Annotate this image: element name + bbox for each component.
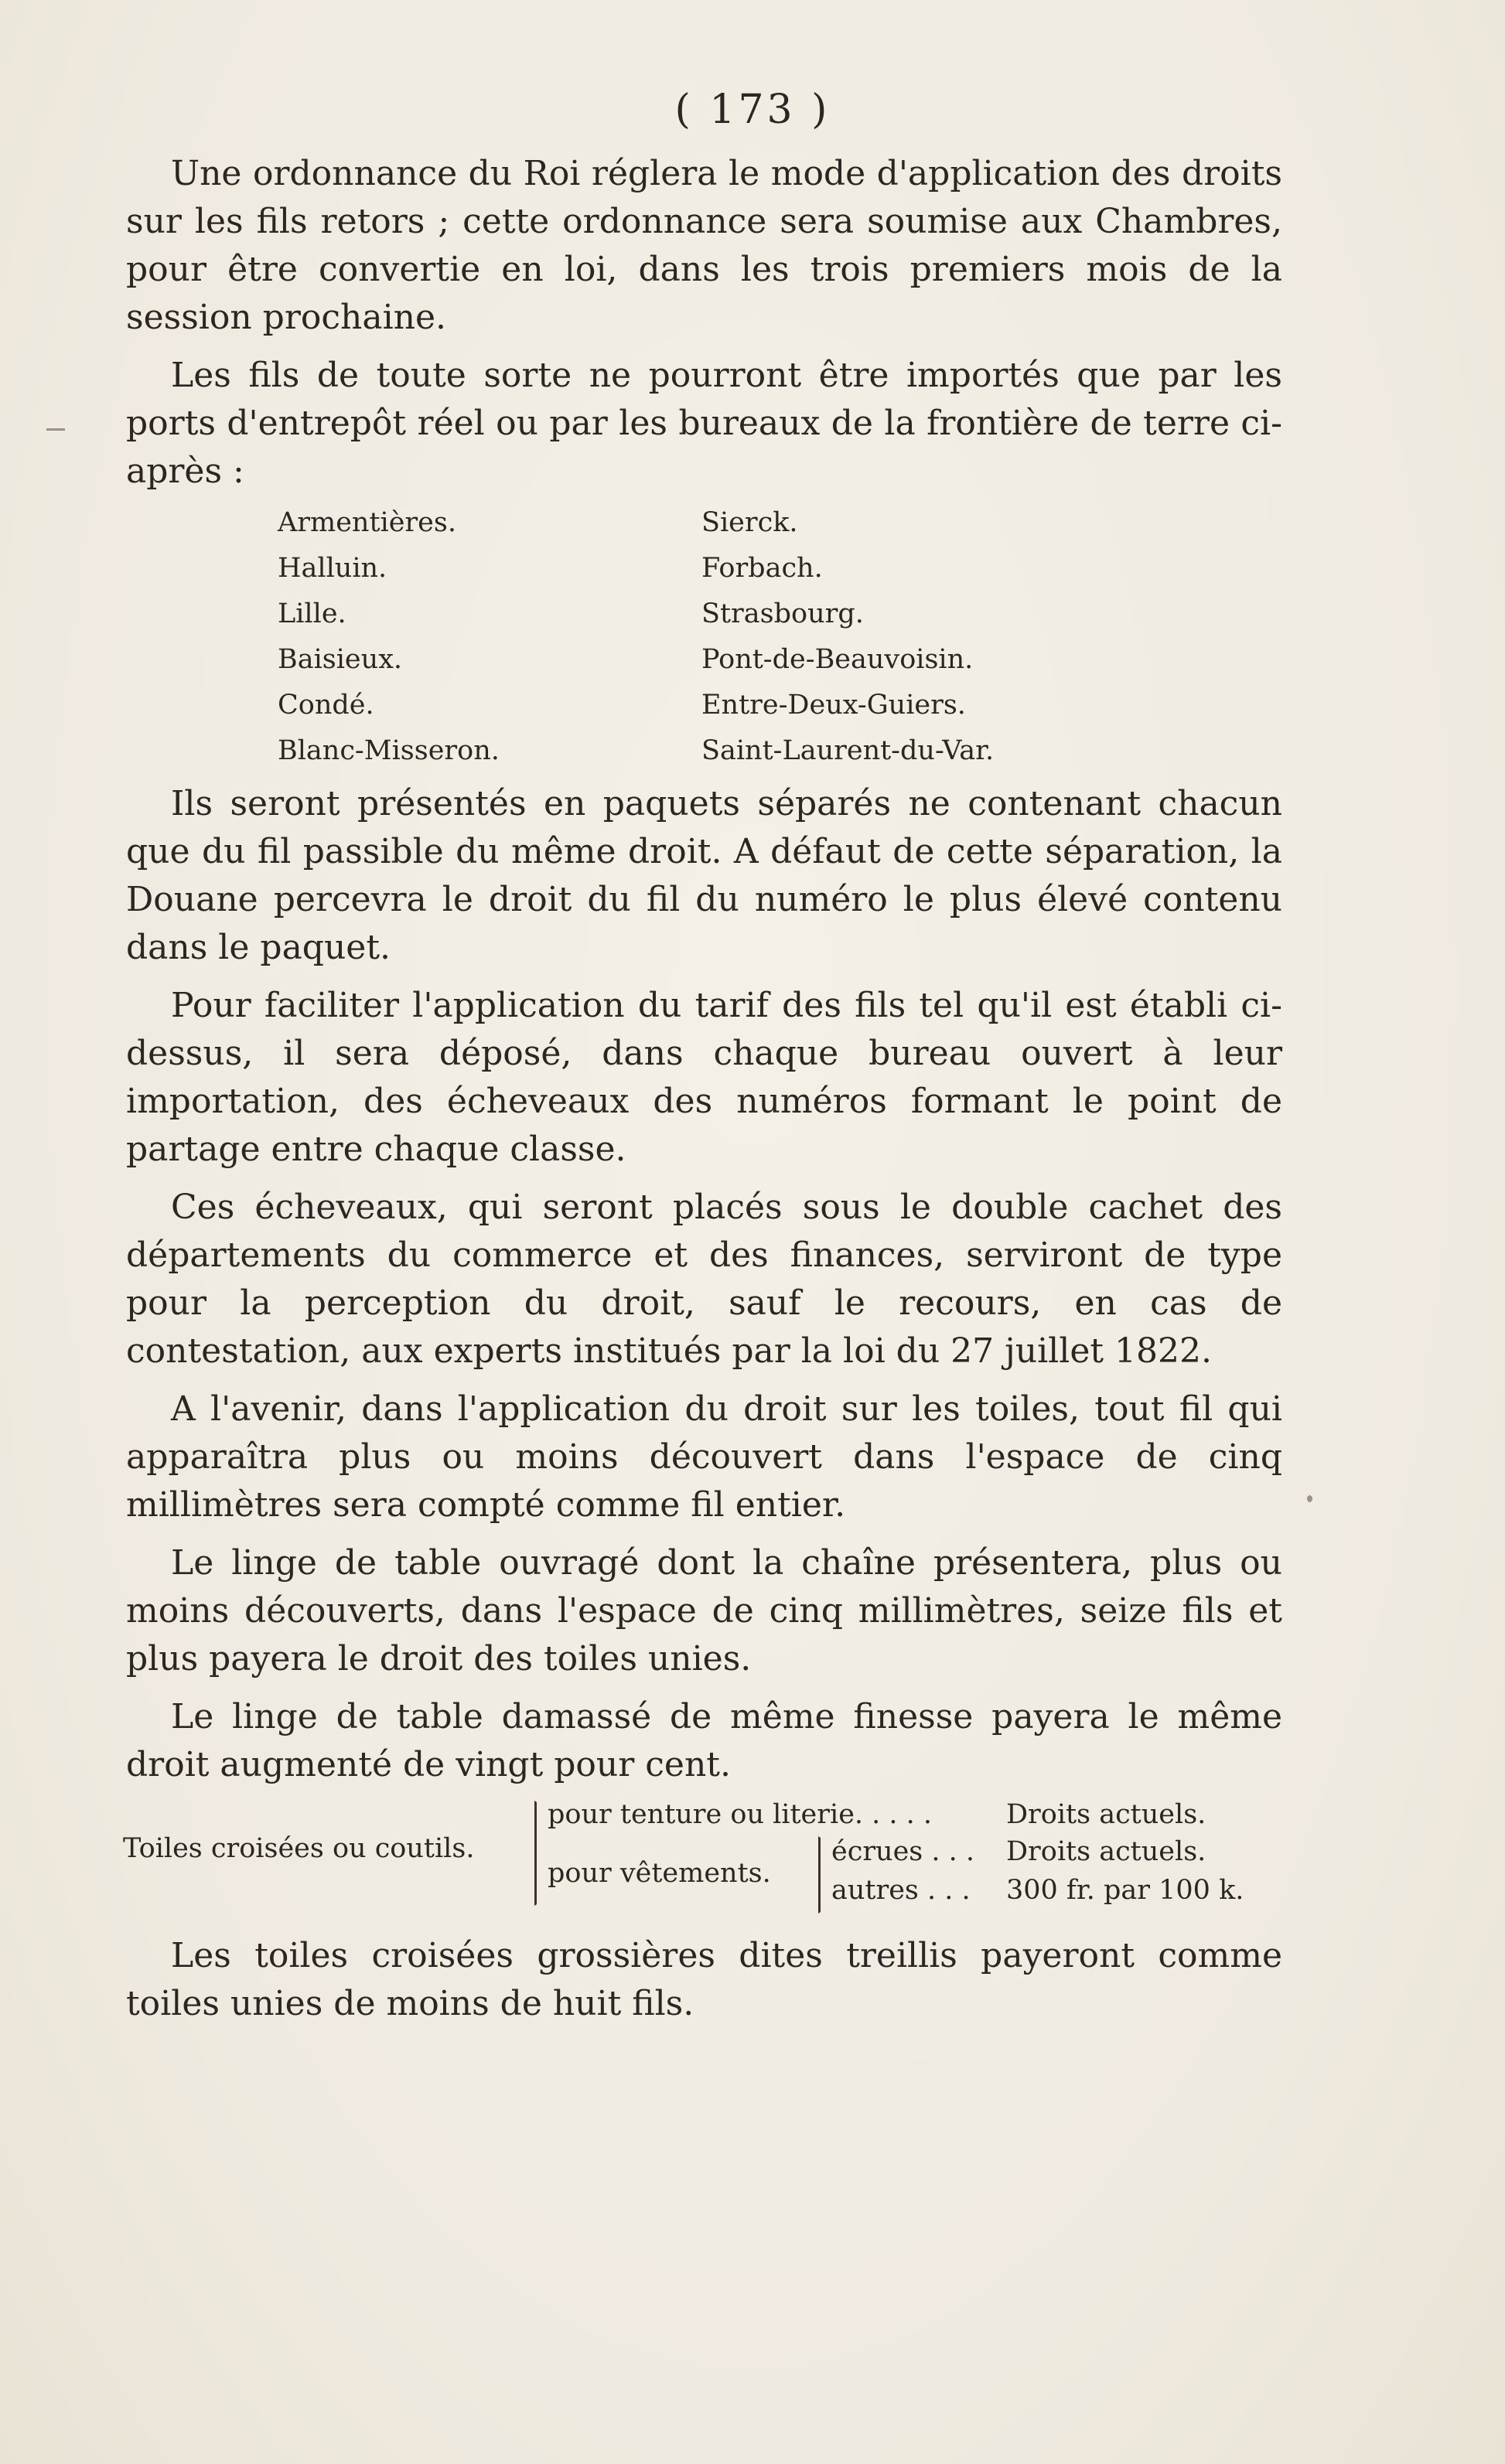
table-row-label: pour vêtements. xyxy=(548,1858,771,1889)
table-row-value: Droits actuels. xyxy=(1006,1836,1206,1867)
paragraph: A l'avenir, dans l'application du droit sur les toiles, tout fil qui apparaîtra plus ou moins découvert dans l'espace de cinq millimètres sera compté comme fil entier. xyxy=(126,1389,1282,1525)
city-item: Baisieux. xyxy=(278,644,403,675)
city-item: Sierck. xyxy=(701,507,798,538)
paragraph: Les toiles croisées grossières dites treillis payeront comme toiles unies de moins de huit fils. xyxy=(126,1936,1282,2023)
paragraph: Les fils de toute sorte ne pourront être importés que par les ports d'entrepôt réel ou par les bureaux de la frontière de terre ci-après : xyxy=(126,356,1282,491)
paragraph: Une ordonnance du Roi réglera le mode d'application des droits sur les fils retors ; cette ordonnance sera soumise aux Chambres, pour être convertie en loi, dans les trois premiers mois de la session prochaine. xyxy=(126,154,1282,337)
margin-mark xyxy=(46,428,65,431)
city-item: Armentières. xyxy=(278,507,456,538)
paragraph: Le linge de table damassé de même finesse payera le même droit augmenté de vingt pour cent. xyxy=(126,1697,1282,1784)
city-item: Lille. xyxy=(278,598,346,629)
city-item: Saint-Laurent-du-Var. xyxy=(701,735,995,766)
main-brace xyxy=(534,1801,537,1906)
paragraph: Ils seront présentés en paquets séparés ne contenant chacun que du fil passible du même droit. A défaut de cette séparation, la Douane percevra le droit du fil du numéro le plus élevé contenu dans le paquet. xyxy=(126,784,1282,967)
page-number: ( 173 ) xyxy=(674,87,831,133)
paragraph: Le linge de table ouvragé dont la chaîne présentera, plus ou moins découverts, dans l'espace de cinq millimètres, seize fils et plus payera le droit des toiles unies. xyxy=(126,1543,1282,1678)
table-row-value: Droits actuels. xyxy=(1006,1799,1206,1830)
paragraph: Pour faciliter l'application du tarif des fils tel qu'il est établi ci-dessus, il sera déposé, dans chaque bureau ouvert à leur importation, des écheveaux des numéros formant le point de partage entre chaque classe. xyxy=(126,986,1282,1169)
table-row-label: pour tenture ou literie. . . . . xyxy=(548,1799,933,1830)
city-item: Blanc-Misseron. xyxy=(278,735,500,766)
table-sub-label: écrues . . . xyxy=(831,1836,975,1867)
city-item: Condé. xyxy=(278,690,374,721)
table-sub-label: autres . . . xyxy=(831,1875,971,1906)
table-row-value: 300 fr. par 100 k. xyxy=(1006,1875,1244,1906)
city-item: Pont-de-Beauvoisin. xyxy=(701,644,974,675)
toiles-tariff-table xyxy=(123,1799,1282,1917)
margin-mark xyxy=(1307,1495,1312,1502)
paragraph: Ces écheveaux, qui seront placés sous le double cachet des départements du commerce et des finances, serviront de type pour la perception du droit, sauf le recours, en cas de contestation, aux experts institués par la loi du 27 juillet 1822. xyxy=(126,1188,1282,1371)
city-item: Entre-Deux-Guiers. xyxy=(701,690,966,721)
customs-offices-list xyxy=(278,500,1282,774)
sub-brace xyxy=(818,1836,821,1914)
city-item: Strasbourg. xyxy=(701,598,864,629)
document-body xyxy=(123,150,1282,2038)
city-item: Halluin. xyxy=(278,553,387,584)
city-item: Forbach. xyxy=(701,553,823,584)
table-main-label: Toiles croisées ou coutils. xyxy=(123,1833,475,1864)
